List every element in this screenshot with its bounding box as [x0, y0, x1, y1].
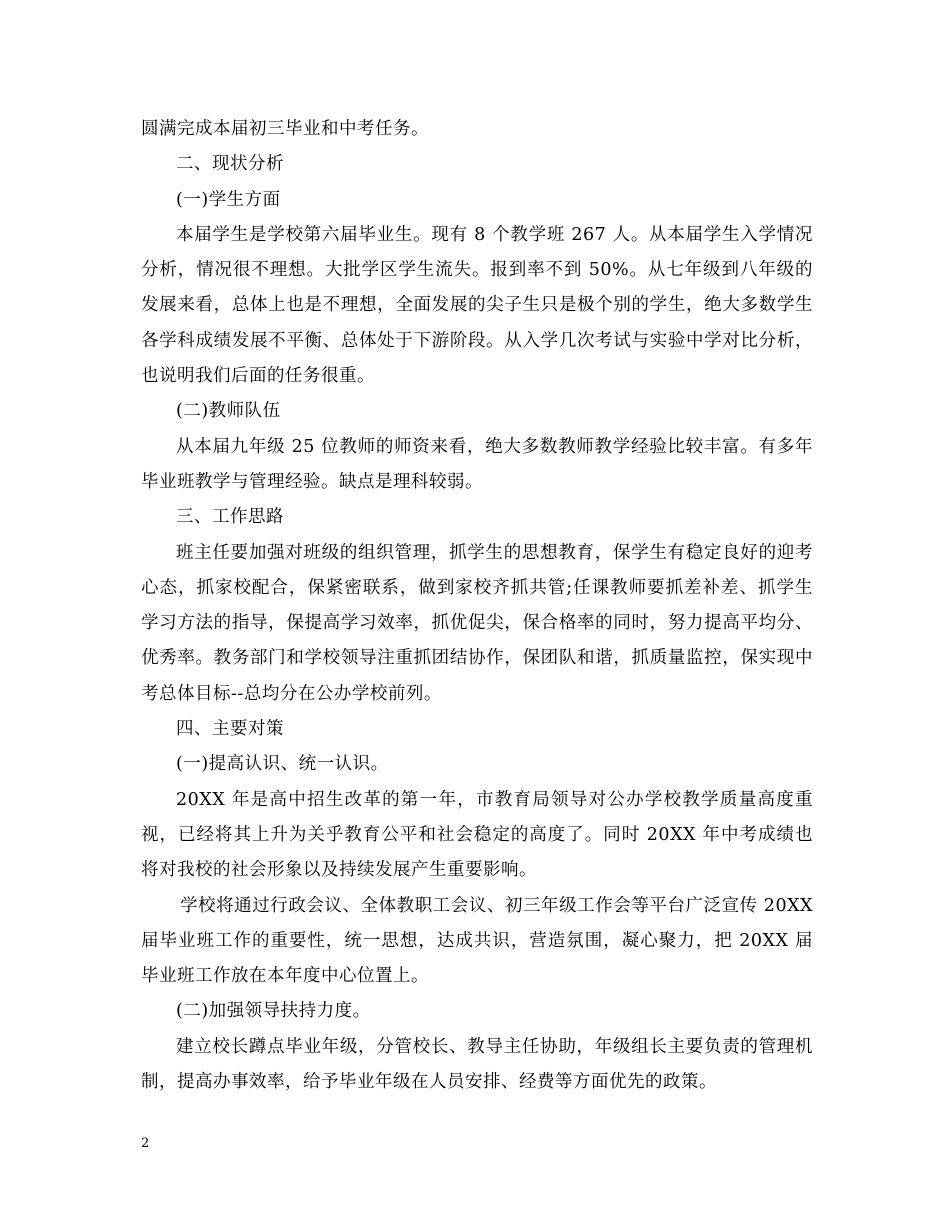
subheading-leadership: (二)加强领导扶持力度。: [176, 1001, 371, 1022]
section-heading-main-measures: 四、主要对策: [176, 719, 284, 740]
document-body: [141, 112, 813, 1100]
paragraph-reform: 20XX 年是高中招生改革的第一年，市教育局领导对公办学校教学质量高度重视，已经将其上升为关乎教育公平和社会稳定的高度了。同时 20XX 年中考成绩也将对我校的社会形象以及持续发展产生重要影响。: [141, 789, 813, 881]
paragraph-continuation: 圆满完成本届初三毕业和中考任务。: [141, 119, 429, 139]
subheading-students: (一)学生方面: [176, 189, 281, 210]
section-heading-status-analysis: 二、现状分析: [176, 154, 284, 175]
subheading-awareness: (一)提高认识、统一认识。: [176, 754, 389, 775]
paragraph-work-ideas: 班主任要加强对班级的组织管理，抓学生的思想教育，保学生有稳定良好的迎考心态，抓家校配合，保紧密联系，做到家校齐抓共管;任课教师要抓差补差、抓学生学习方法的指导，保提高学习效率，抓优促尖，保合格率的同时，努力提高平均分、优秀率。教务部门和学校领导注重抓团结协作，保团队和谐，抓质量监控，保实现中考总体目标--总均分在公办学校前列。: [141, 542, 813, 704]
subheading-teachers: (二)教师队伍: [176, 401, 281, 422]
paragraph-students: 本届学生是学校第六届毕业生。现有 8 个教学班 267 人。从本届学生入学情况分析，情况很不理想。大批学区学生流失。报到率不到 50%。从七年级到八年级的发展来看，总体上也是不理想，全面发展的尖子生只是极个别的学生，绝大多数学生各学科成绩发展不平衡、总体处于下游阶段。从入学几次考试与实验中学对比分析，也说明我们后面的任务很重。: [141, 224, 813, 387]
paragraph-teachers: 从本届九年级 25 位教师的师资来看，绝大多数教师教学经验比较丰富。有多年毕业班教学与管理经验。缺点是理科较弱。: [141, 436, 813, 492]
paragraph-publicity: 学校将通过行政会议、全体教职工会议、初三年级工作会等平台广泛宣传 20XX 届毕业班工作的重要性，统一思想，达成共识，营造氛围，凝心聚力，把 20XX 届毕业班工作放在本年度中心位置上。: [141, 895, 813, 987]
section-heading-work-ideas: 三、工作思路: [176, 507, 284, 528]
page-number: 2: [141, 1136, 150, 1151]
paragraph-leadership: 建立校长蹲点毕业年级，分管校长、教导主任协助，年级组长主要负责的管理机制，提高办事效率，给予毕业年级在人员安排、经费等方面优先的政策。: [141, 1036, 813, 1093]
